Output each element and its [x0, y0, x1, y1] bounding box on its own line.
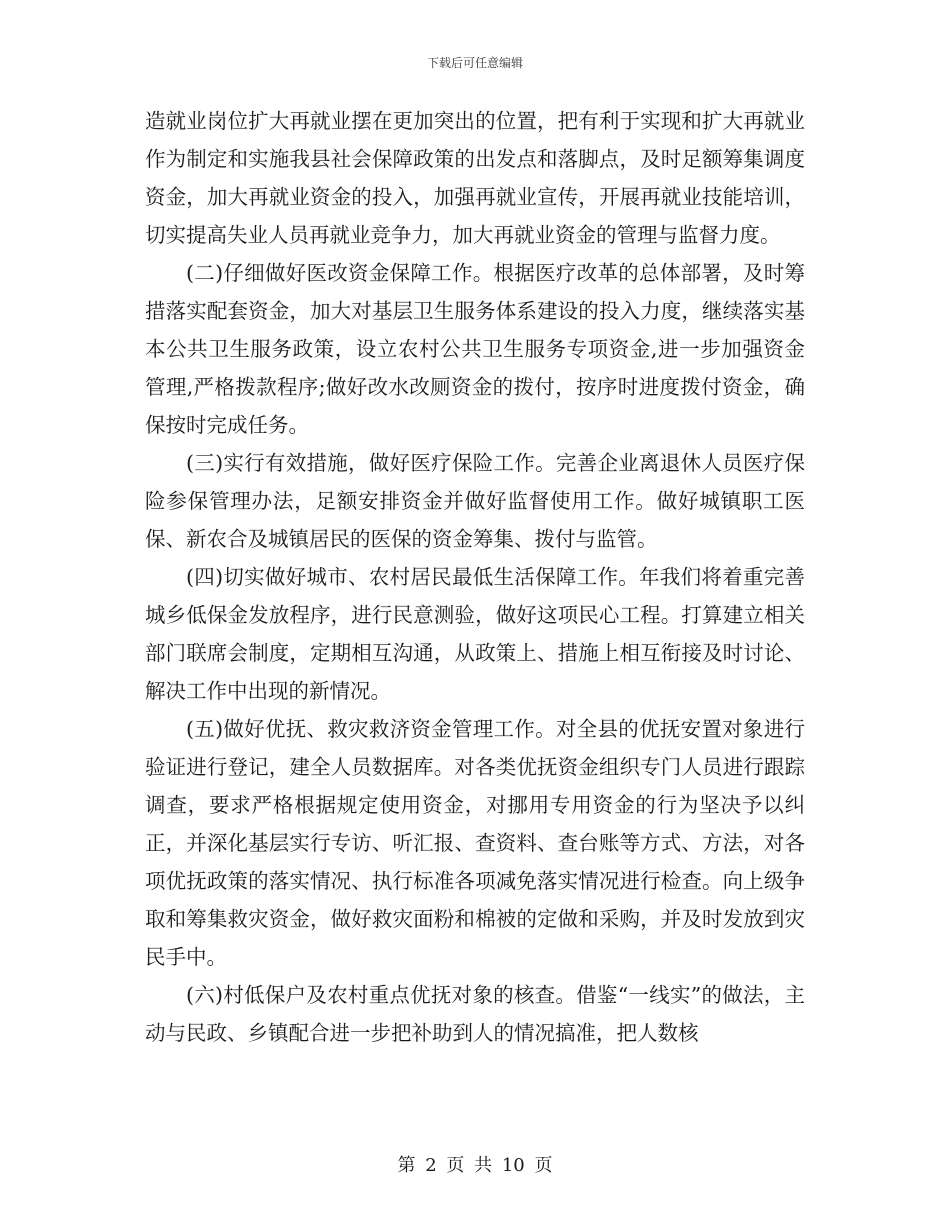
page-header: 下载后可任意编辑	[426, 56, 523, 70]
paragraph-5: (五)做好优抚、救灾救济资金管理工作。对全县的优抚安置对象进行验证进行登记，建全人员数据库。对各类优抚资金组织专门人员进行跟踪调查，要求严格根据规定使用资金，对挪用专用资金的行为坚决予以纠正，并深化基层实行专访、听汇报、查资料、查台账等方式、方法，对各项优抚政策的落实情况、执行标准各项减免落实情况进行检查。向上级争取和筹集救灾资金，做好救灾面粉和棉被的定做和采购，并及时发放到灾民手中。	[145, 717, 805, 969]
paragraph-6: (六)村低保户及农村重点优抚对象的核查。借鉴“一线实”的做法，主动与民政、乡镇配合进一步把补助到人的情况搞准，把人数核	[145, 983, 805, 1045]
document-body	[145, 102, 805, 1052]
paragraph-2: (二)仔细做好医改资金保障工作。根据医疗改革的总体部署，及时筹措落实配套资金，加大对基层卫生服务体系建设的投入力度，继续落实基本公共卫生服务政策，设立农村公共卫生服务专项资金,进一步加强资金管理,严格拨款程序;做好改水改厕资金的拨付，按序时进度拨付资金，确保按时完成任务。	[145, 261, 805, 437]
page-number-footer: 第 2 页 共 10 页	[397, 1155, 553, 1176]
paragraph-continuation: 造就业岗位扩大再就业摆在更加突出的位置，把有利于实现和扩大再就业作为制定和实施我县社会保障政策的出发点和落脚点，及时足额筹集调度资金，加大再就业资金的投入，加强再就业宣传，开展再就业技能培训，切实提高失业人员再就业竞争力，加大再就业资金的管理与监督力度。	[145, 109, 805, 247]
paragraph-3: (三)实行有效措施，做好医疗保险工作。完善企业离退休人员医疗保险参保管理办法，足额安排资金并做好监督使用工作。做好城镇职工医保、新农合及城镇居民的医保的资金筹集、拨付与监管。	[145, 451, 805, 551]
paragraph-4: (四)切实做好城市、农村居民最低生活保障工作。年我们将着重完善城乡低保金发放程序，进行民意测验，做好这项民心工程。打算建立相关部门联席会制度，定期相互沟通，从政策上、措施上相互衔接及时讨论、解决工作中出现的新情况。	[145, 565, 805, 703]
